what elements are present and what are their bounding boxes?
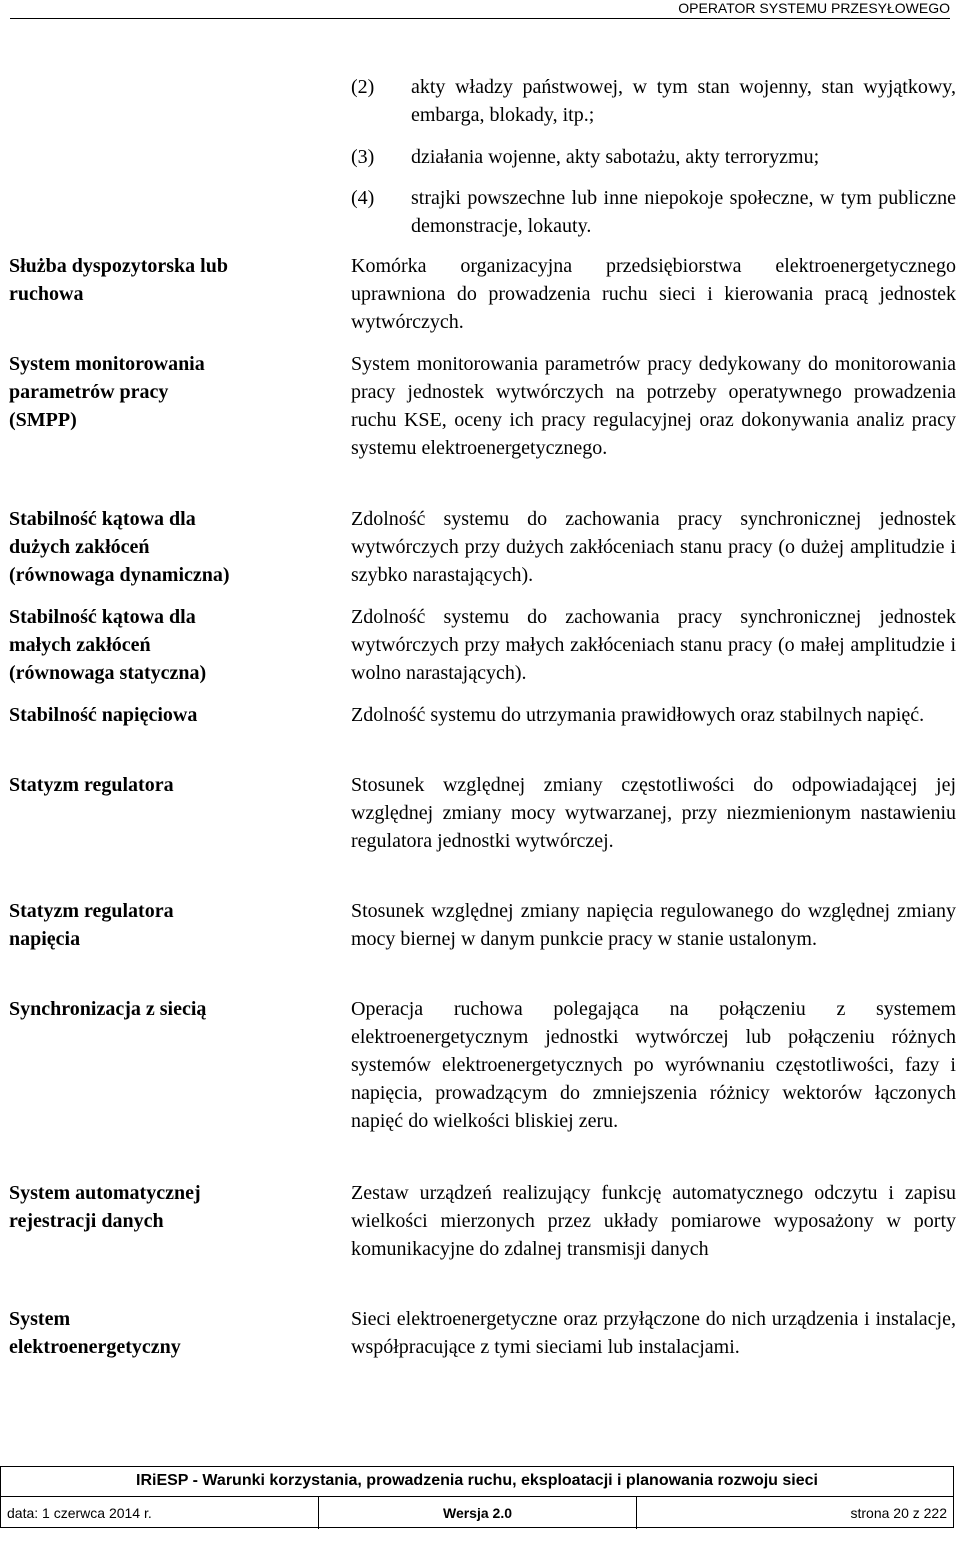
term-synchronizacja: Synchronizacja z siecią bbox=[9, 998, 207, 1020]
list-item-text: działania wojenne, akty sabotażu, akty terroryzmu; bbox=[411, 146, 820, 168]
list-item-text: akty władzy państwowej, w tym stan wojenny, stan wyjątkowy, embarga, blokady, itp.; bbox=[411, 76, 956, 126]
term-stabilnosc-napieciowa: Stabilność napięciowa bbox=[9, 704, 198, 726]
footer-version: Wersja 2.0 bbox=[319, 1497, 637, 1529]
definition-statyzm-regulatora-napiecia: Stosunek względnej zmiany napięcia regulowanego do względnej zmiany mocy biernej w danym punkcie pracy w stanie ustalonym. bbox=[351, 900, 956, 950]
footer-row bbox=[1, 1496, 953, 1529]
term-smpp: System monitorowania parametrów pracy (SMPP) bbox=[9, 353, 205, 431]
list-item-text: strajki powszechne lub inne niepokoje społeczne, w tym publiczne demonstracje, lokauty. bbox=[411, 187, 956, 237]
definition-stabilnosc-katowa-male: Zdolność systemu do zachowania pracy synchronicznej jednostek wytwórczych przy małych zakłóceniach stanu pracy (o małej amplitudzie i wolno narastających). bbox=[351, 606, 956, 684]
term-system-elektroenergetyczny: System elektroenergetyczny bbox=[9, 1308, 181, 1358]
list-item-number: (4) bbox=[351, 187, 375, 209]
term-stabilnosc-katowa-duze: Stabilność kątowa dla dużych zakłóceń (równowaga dynamiczna) bbox=[9, 508, 230, 586]
definition-smpp: System monitorowania parametrów pracy dedykowany do monitorowania pracy jednostek wytwórczych na potrzeby operatywnego prowadzenia ruchu KSE, oceny ich pracy regulacyjnej oraz dokonywania analiz pracy systemu elektroenergetycznego. bbox=[351, 353, 956, 459]
term-system-automatycznej-rejestracji: System automatycznej rejestracji danych bbox=[9, 1182, 201, 1232]
footer-page-number: strona 20 z 222 bbox=[850, 1505, 947, 1521]
list-item-number: (2) bbox=[351, 76, 375, 98]
header-rule bbox=[10, 18, 950, 19]
term-statyzm-regulatora-napiecia: Statyzm regulatora napięcia bbox=[9, 900, 174, 950]
definition-system-automatycznej-rejestracji: Zestaw urządzeń realizujący funkcję automatycznego odczytu i zapisu wielkości mierzonych przez układy pomiarowe wyposażony w porty komunikacyjne do zdalnej transmisji danych bbox=[351, 1182, 956, 1260]
definition-sluzba-dyspozytorska: Komórka organizacyjna przedsiębiorstwa elektroenergetycznego uprawniona do prowadzenia ruchu sieci i kierowania pracą jednostek wytwórczych. bbox=[351, 255, 956, 333]
definition-stabilnosc-katowa-duze: Zdolność systemu do zachowania pracy synchronicznej jednostek wytwórczych przy dużych zakłóceniach stanu pracy (o dużej amplitudzie i szybko narastających). bbox=[351, 508, 956, 586]
list-item-number: (3) bbox=[351, 146, 375, 168]
definition-stabilnosc-napieciowa: Zdolność systemu do utrzymania prawidłowych oraz stabilnych napięć. bbox=[351, 704, 925, 726]
footer bbox=[0, 1466, 954, 1528]
term-stabilnosc-katowa-male: Stabilność kątowa dla małych zakłóceń (równowaga statyczna) bbox=[9, 606, 207, 684]
term-sluzba-dyspozytorska: Służba dyspozytorska lub ruchowa bbox=[9, 255, 228, 305]
definition-statyzm-regulatora: Stosunek względnej zmiany częstotliwości do odpowiadającej jej względnej zmiany mocy wytwarzanej, przy niezmienionym nastawieniu regulatora jednostki wytwórczej. bbox=[351, 774, 956, 852]
definition-system-elektroenergetyczny: Sieci elektroenergetyczne oraz przyłączone do nich urządzenia i instalacje, współpracujące z tymi sieciami lub instalacjami. bbox=[351, 1308, 956, 1358]
footer-title: IRiESP - Warunki korzystania, prowadzenia ruchu, eksploatacji i planowania rozwoju sieci bbox=[136, 1472, 818, 1489]
footer-date: data: 1 czerwca 2014 r. bbox=[1, 1497, 319, 1529]
term-statyzm-regulatora: Statyzm regulatora bbox=[9, 774, 174, 796]
page-header: OPERATOR SYSTEMU PRZESYŁOWEGO bbox=[678, 0, 950, 16]
definition-synchronizacja: Operacja ruchowa polegająca na połączeniu z systemem elektroenergetycznym jednostki wytwórczej lub połączeniu różnych systemów elektroenergetycznych po wyrównaniu częstotliwości, fazy i napięcia, prowadzącym do zmniejszenia różnicy wektorów łączonych napięć do wielkości bliskiej zeru. bbox=[351, 998, 956, 1132]
